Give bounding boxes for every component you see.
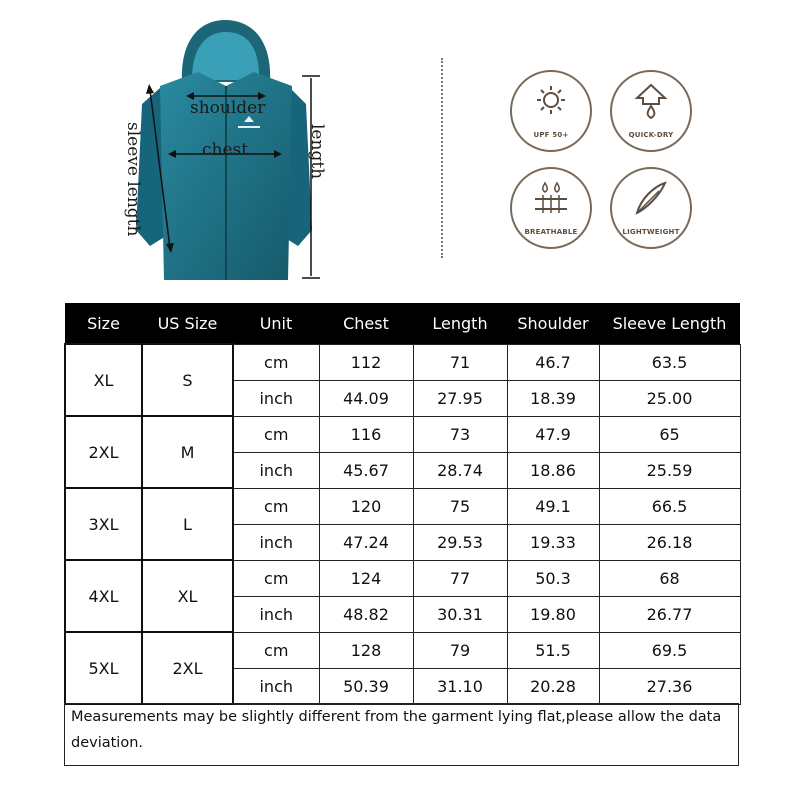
droplets-icon xyxy=(531,179,571,219)
sleeve-length-cell: 68 xyxy=(599,560,740,596)
size-cell: 5XL xyxy=(65,632,142,704)
chest-cell: 112 xyxy=(319,344,413,380)
unit-cell: inch xyxy=(233,452,319,488)
badge-lightweight xyxy=(610,167,692,249)
chest-cell: 50.39 xyxy=(319,668,413,704)
shoulder-cell: 18.39 xyxy=(507,380,599,416)
us-size-cell: XL xyxy=(142,560,233,632)
table-row xyxy=(65,488,740,524)
us-size-cell: M xyxy=(142,416,233,488)
sleeve-length-cell: 63.5 xyxy=(599,344,740,380)
sleeve-length-label: sleeve length xyxy=(123,122,143,237)
sun-icon xyxy=(531,82,571,122)
header-chest: Chest xyxy=(319,303,413,344)
header-shoulder: Shoulder xyxy=(507,303,599,344)
chest-cell: 48.82 xyxy=(319,596,413,632)
arrow-drop-icon xyxy=(631,82,671,122)
unit-cell: inch xyxy=(233,524,319,560)
feather-icon xyxy=(631,179,671,219)
unit-cell: inch xyxy=(233,596,319,632)
header-unit: Unit xyxy=(233,303,319,344)
badge-upf xyxy=(510,70,592,152)
chest-cell: 128 xyxy=(319,632,413,668)
unit-cell: inch xyxy=(233,380,319,416)
us-size-cell: L xyxy=(142,488,233,560)
table-row xyxy=(65,560,740,596)
shoulder-cell: 49.1 xyxy=(507,488,599,524)
chest-cell: 44.09 xyxy=(319,380,413,416)
shoulder-cell: 19.80 xyxy=(507,596,599,632)
sleeve-length-cell: 26.77 xyxy=(599,596,740,632)
sleeve-length-cell: 26.18 xyxy=(599,524,740,560)
header-sleeve-length: Sleeve Length xyxy=(599,303,740,344)
length-label: length xyxy=(307,124,327,180)
length-cell: 77 xyxy=(413,560,507,596)
shoulder-cell: 46.7 xyxy=(507,344,599,380)
chest-cell: 124 xyxy=(319,560,413,596)
badge-label: QUICK-DRY xyxy=(628,131,674,139)
shoulder-cell: 19.33 xyxy=(507,524,599,560)
size-chart-table xyxy=(64,303,741,705)
divider xyxy=(441,58,443,258)
length-cell: 71 xyxy=(413,344,507,380)
length-cell: 27.95 xyxy=(413,380,507,416)
unit-cell: cm xyxy=(233,632,319,668)
length-cell: 79 xyxy=(413,632,507,668)
badge-quick-dry xyxy=(610,70,692,152)
shoulder-label: shoulder xyxy=(190,98,266,118)
badge-label: BREATHABLE xyxy=(524,228,578,236)
unit-cell: cm xyxy=(233,560,319,596)
sleeve-length-cell: 25.00 xyxy=(599,380,740,416)
header-length: Length xyxy=(413,303,507,344)
us-size-cell: 2XL xyxy=(142,632,233,704)
badge-breathable xyxy=(510,167,592,249)
sleeve-length-cell: 66.5 xyxy=(599,488,740,524)
table-row xyxy=(65,632,740,668)
length-cell: 28.74 xyxy=(413,452,507,488)
table-body xyxy=(65,344,740,704)
chest-cell: 47.24 xyxy=(319,524,413,560)
unit-cell: cm xyxy=(233,488,319,524)
header-size: Size xyxy=(65,303,142,344)
badge-label: LIGHTWEIGHT xyxy=(622,228,680,236)
sleeve-length-cell: 27.36 xyxy=(599,668,740,704)
length-cell: 29.53 xyxy=(413,524,507,560)
length-cell: 30.31 xyxy=(413,596,507,632)
table-row xyxy=(65,344,740,380)
size-cell: XL xyxy=(65,344,142,416)
size-cell: 3XL xyxy=(65,488,142,560)
table-header-row xyxy=(65,303,740,344)
sleeve-length-cell: 69.5 xyxy=(599,632,740,668)
sleeve-length-cell: 65 xyxy=(599,416,740,452)
chest-cell: 116 xyxy=(319,416,413,452)
table-row xyxy=(65,416,740,452)
measurement-note: Measurements may be slightly different from the garment lying flat,please allow the data deviation. xyxy=(64,703,739,766)
chest-cell: 45.67 xyxy=(319,452,413,488)
length-cell: 75 xyxy=(413,488,507,524)
sleeve-length-cell: 25.59 xyxy=(599,452,740,488)
shoulder-cell: 47.9 xyxy=(507,416,599,452)
shoulder-cell: 51.5 xyxy=(507,632,599,668)
us-size-cell: S xyxy=(142,344,233,416)
shoulder-cell: 18.86 xyxy=(507,452,599,488)
length-cell: 31.10 xyxy=(413,668,507,704)
unit-cell: cm xyxy=(233,344,319,380)
length-cell: 73 xyxy=(413,416,507,452)
badge-label: UPF 50+ xyxy=(533,131,569,139)
size-cell: 2XL xyxy=(65,416,142,488)
shoulder-cell: 50.3 xyxy=(507,560,599,596)
unit-cell: inch xyxy=(233,668,319,704)
chest-cell: 120 xyxy=(319,488,413,524)
unit-cell: cm xyxy=(233,416,319,452)
chest-label: chest xyxy=(202,140,249,160)
shoulder-cell: 20.28 xyxy=(507,668,599,704)
product-illustration xyxy=(0,0,800,300)
size-cell: 4XL xyxy=(65,560,142,632)
header-us-size: US Size xyxy=(142,303,233,344)
